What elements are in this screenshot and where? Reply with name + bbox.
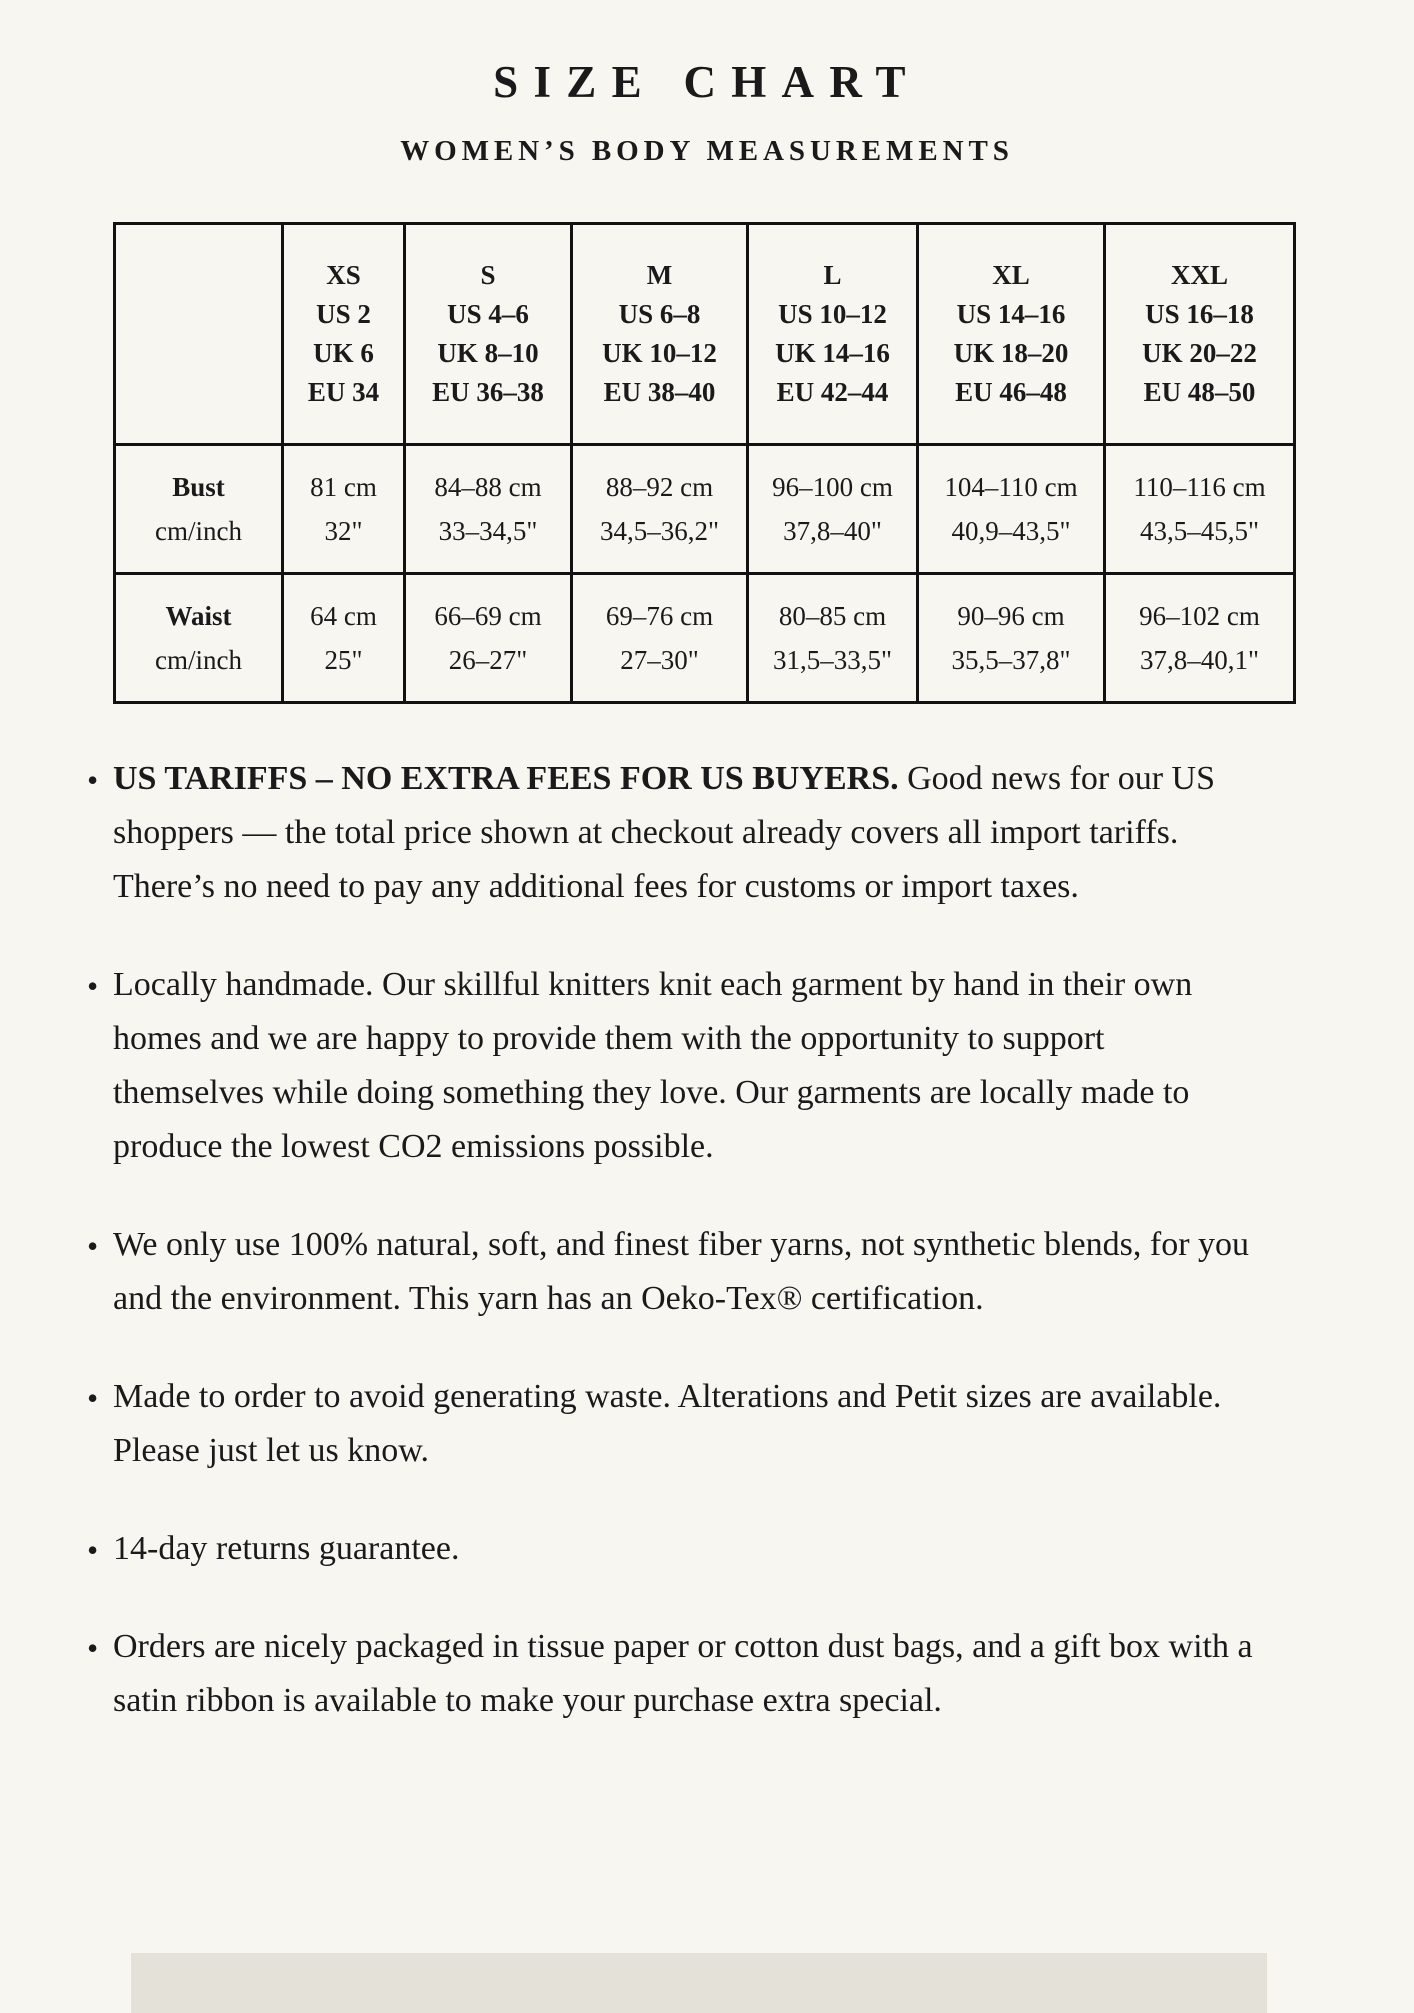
waist-m-cell <box>572 574 748 703</box>
uk-size: UK 20–22 <box>1142 338 1257 368</box>
cm-value: 104–110 cm <box>944 472 1078 502</box>
inch-value: 43,5–45,5" <box>1139 516 1260 546</box>
us-size: US 10–12 <box>778 299 887 329</box>
bullet-bold-text: US TARIFFS – NO EXTRA FEES FOR US BUYERS. <box>113 760 899 797</box>
cm-value: 96–102 cm <box>1139 601 1260 631</box>
eu-size: EU 46–48 <box>955 377 1067 407</box>
bullet-text: Good news for our US shoppers — the total price shown at checkout already covers all import tariffs. There’s no need to pay any additional fees for customs or import taxes. <box>113 760 1215 905</box>
row-unit: cm/inch <box>155 516 242 546</box>
bust-l-cell <box>748 445 918 574</box>
bust-row-header <box>115 445 283 574</box>
bust-xxl-cell <box>1105 445 1295 574</box>
cm-value: 84–88 cm <box>434 472 542 502</box>
size-label: XXL <box>1170 260 1228 290</box>
next-section-partial-block <box>131 1953 1267 2013</box>
list-item-locally-handmade <box>89 958 1253 1174</box>
cm-value: 90–96 cm <box>957 601 1065 631</box>
inch-value: 31,5–33,5" <box>772 645 893 675</box>
size-label: L <box>823 260 842 290</box>
waist-xl-cell <box>918 574 1105 703</box>
eu-size: EU 48–50 <box>1143 377 1256 407</box>
cm-value: 110–116 cm <box>1133 472 1266 502</box>
us-size: US 14–16 <box>956 299 1066 329</box>
cm-value: 80–85 cm <box>778 601 887 631</box>
page-subtitle: WOMEN’S BODY MEASUREMENTS <box>400 135 1014 167</box>
size-label: XL <box>992 260 1030 290</box>
eu-size: EU 34 <box>307 377 380 407</box>
row-label: Waist <box>165 601 232 631</box>
bust-xs-cell <box>283 445 405 574</box>
us-size: US 2 <box>316 299 371 329</box>
list-item-returns-guarantee <box>89 1522 1253 1576</box>
bust-s-cell <box>405 445 572 574</box>
column-header-xs <box>283 224 405 445</box>
size-label: M <box>646 260 673 290</box>
inch-value: 37,8–40" <box>783 516 882 546</box>
inch-value: 26–27" <box>448 645 528 675</box>
row-unit: cm/inch <box>155 645 242 675</box>
eu-size: EU 42–44 <box>776 377 889 407</box>
column-header-s <box>405 224 572 445</box>
waist-row-header <box>115 574 283 703</box>
us-size: US 16–18 <box>1145 299 1254 329</box>
uk-size: UK 18–20 <box>953 338 1069 368</box>
bullet-text: Orders are nicely packaged in tissue paper or cotton dust bags, and a gift box with a satin ribbon is available to make your purchase extra special. <box>113 1628 1253 1719</box>
bust-row <box>115 445 1295 574</box>
bust-xl-cell <box>918 445 1105 574</box>
bullet-text: We only use 100% natural, soft, and finest fiber yarns, not synthetic blends, for you and the environment. This yarn has an Oeko-Tex® certification. <box>113 1226 1250 1317</box>
cm-value: 96–100 cm <box>772 472 893 502</box>
table-header-row <box>115 224 1295 445</box>
cm-value: 88–92 cm <box>605 472 714 502</box>
uk-size: UK 8–10 <box>437 338 539 368</box>
list-item-natural-yarns <box>89 1218 1253 1326</box>
product-notes-list <box>89 752 1253 1772</box>
list-item-us-tariffs <box>89 752 1253 914</box>
column-header-xxl <box>1105 224 1295 445</box>
waist-xs-cell <box>283 574 405 703</box>
inch-value: 33–34,5" <box>438 516 538 546</box>
us-size: US 4–6 <box>447 299 529 329</box>
column-header-m <box>572 224 748 445</box>
size-label: S <box>480 260 496 290</box>
inch-value: 37,8–40,1" <box>1139 645 1260 675</box>
uk-size: UK 6 <box>313 338 374 368</box>
bust-m-cell <box>572 445 748 574</box>
bullet-text: Locally handmade. Our skillful knitters knit each garment by hand in their own homes and we are happy to provide them with the opportunity to support themselves while doing something they love. Our garments are locally made to produce the lowest CO2 emissions possible. <box>113 966 1193 1165</box>
waist-s-cell <box>405 574 572 703</box>
waist-row <box>115 574 1295 703</box>
column-header-l <box>748 224 918 445</box>
inch-value: 25" <box>324 645 363 675</box>
bullet-text: 14-day returns guarantee. <box>113 1530 460 1567</box>
list-item-made-to-order <box>89 1370 1253 1478</box>
cm-value: 66–69 cm <box>434 601 542 631</box>
uk-size: UK 14–16 <box>775 338 890 368</box>
eu-size: EU 36–38 <box>432 377 544 407</box>
inch-value: 35,5–37,8" <box>951 645 1071 675</box>
corner-cell <box>115 224 283 445</box>
uk-size: UK 10–12 <box>602 338 717 368</box>
row-label: Bust <box>172 472 225 502</box>
waist-xxl-cell <box>1105 574 1295 703</box>
page-title: SIZE CHART <box>493 57 921 107</box>
cm-value: 64 cm <box>310 601 377 631</box>
eu-size: EU 38–40 <box>603 377 716 407</box>
list-item-packaging <box>89 1620 1253 1728</box>
us-size: US 6–8 <box>618 299 701 329</box>
inch-value: 40,9–43,5" <box>951 516 1071 546</box>
inch-value: 27–30" <box>620 645 699 675</box>
bullet-text: Made to order to avoid generating waste. Alterations and Petit sizes are available. Please just let us know. <box>113 1378 1222 1469</box>
inch-value: 32" <box>324 516 363 546</box>
cm-value: 81 cm <box>310 472 377 502</box>
waist-l-cell <box>748 574 918 703</box>
size-chart-table <box>113 222 1296 704</box>
size-label: XS <box>326 260 361 290</box>
inch-value: 34,5–36,2" <box>599 516 720 546</box>
cm-value: 69–76 cm <box>605 601 714 631</box>
column-header-xl <box>918 224 1105 445</box>
